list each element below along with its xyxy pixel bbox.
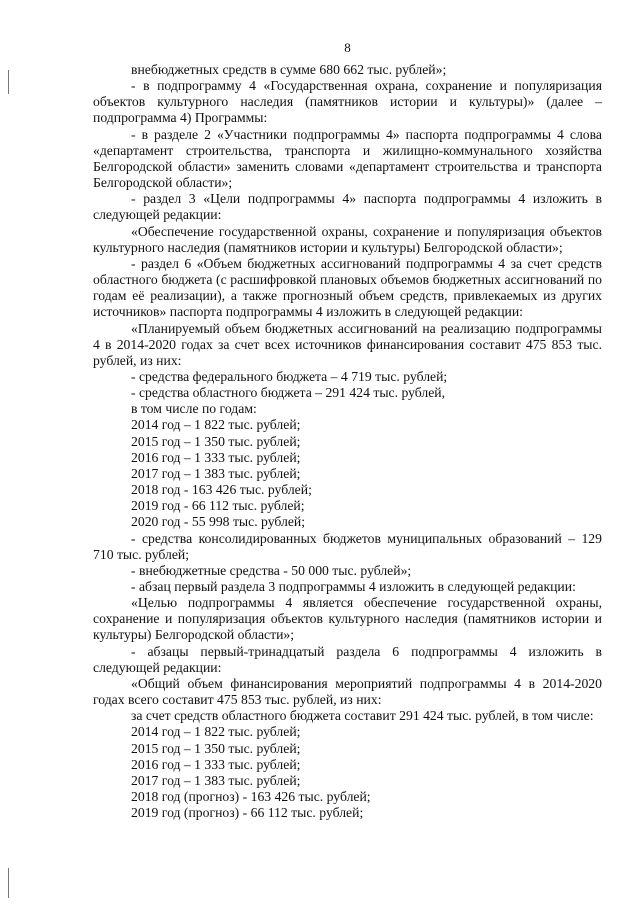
year-line: 2014 год – 1 822 тыс. рублей;	[131, 724, 301, 740]
paragraph-goal: «Целью подпрограммы 4 является обеспечение государственной охраны, сохранение и популяризация объектов культурного наследия (памятников истории и культуры) Белгородской области»;	[93, 595, 602, 643]
regional-budget-line: - средства областного бюджета – 291 424 тыс. рублей,	[131, 385, 446, 401]
paragraph-section6: - абзацы первый-тринадцатый раздела 6 подпрограммы 4 изложить в следующей редакции:	[93, 643, 602, 675]
extrabudget-line: - внебюджетные средства - 50 000 тыс. рублей»;	[131, 562, 412, 578]
federal-budget-line: - средства федерального бюджета – 4 719 тыс. рублей;	[131, 368, 448, 384]
year-line: 2017 год – 1 383 тыс. рублей;	[131, 465, 301, 481]
paragraph-regional: за счет средств областного бюджета составит 291 424 тыс. рублей, в том числе:	[131, 708, 594, 724]
year-line: 2019 год - 66 112 тыс. рублей;	[131, 498, 305, 514]
year-line: 2018 год - 163 426 тыс. рублей;	[131, 482, 312, 498]
paragraph-municipal: - средства консолидированных бюджетов муниципальных образований – 129 710 тыс. рублей;	[93, 530, 602, 562]
by-years-line: в том числе по годам:	[131, 401, 257, 417]
year-line: 2020 год - 55 998 тыс. рублей;	[131, 514, 306, 530]
paragraph-5: «Обеспечение государственной охраны, сохранение и популяризация объектов культурного наследия (памятников истории и культуры) Белгородской области»;	[93, 223, 602, 255]
document-page	[93, 40, 602, 821]
paragraph-section3: - абзац первый раздела 3 подпрограммы 4 изложить в следующей редакции:	[131, 579, 576, 594]
paragraph-total: «Общий объем финансирования мероприятий подпрограммы 4 в 2014-2020 годах всего составит 475 853 тыс. рублей, из них:	[93, 675, 602, 708]
year-line: 2017 год – 1 383 тыс. рублей;	[131, 772, 301, 788]
paragraph-6: - раздел 6 «Объем бюджетных ассигнований подпрограммы 4 за счет средств областного бюджета (с расшифровкой плановых объемов бюджетных ассигнований по годам её реализации), а также прогнозный объем средств, привлекаемых из других источников» паспорта подпрограммы 4 изложить в следующей редакции:	[93, 255, 602, 320]
year-line: 2015 год – 1 350 тыс. рублей;	[131, 740, 301, 756]
paragraph-4: - раздел 3 «Цели подпрограммы 4» паспорта подпрограммы 4 изложить в следующей редакции:	[93, 191, 602, 223]
paragraph-3: - в разделе 2 «Участники подпрограммы 4» паспорта подпрограммы 4 слова «департамент строительства, транспорта и жилищно-коммунального хозяйства Белгородской области» заменить словами «департамент строительства и транспорта Белгородской области»;	[93, 126, 602, 191]
paragraph-7: «Планируемый объем бюджетных ассигнований на реализацию подпрограммы 4 в 2014-2020 годах за счет всех источников финансирования составит 475 853 тыс. рублей, из них:	[93, 320, 602, 368]
year-line: 2018 год (прогноз) - 163 426 тыс. рублей;	[131, 789, 371, 805]
scan-edge-mark-top	[8, 70, 9, 94]
paragraph-1: внебюджетных средств в сумме 680 662 тыс. рублей»;	[131, 62, 447, 77]
year-line: 2019 год (прогноз) - 66 112 тыс. рублей;	[131, 805, 364, 821]
year-line: 2014 год – 1 822 тыс. рублей;	[131, 417, 301, 433]
year-line: 2015 год – 1 350 тыс. рублей;	[131, 433, 301, 449]
scan-edge-mark-bottom	[8, 868, 9, 898]
paragraph-2: - в подпрограмму 4 «Государственная охрана, сохранение и популяризация объектов культурного наследия (памятников истории и культуры)» (далее – подпрограмма 4) Программы:	[93, 78, 602, 126]
page-number: 8	[344, 40, 351, 55]
year-line: 2016 год – 1 333 тыс. рублей;	[131, 449, 301, 465]
year-line: 2016 год – 1 333 тыс. рублей;	[131, 756, 301, 772]
